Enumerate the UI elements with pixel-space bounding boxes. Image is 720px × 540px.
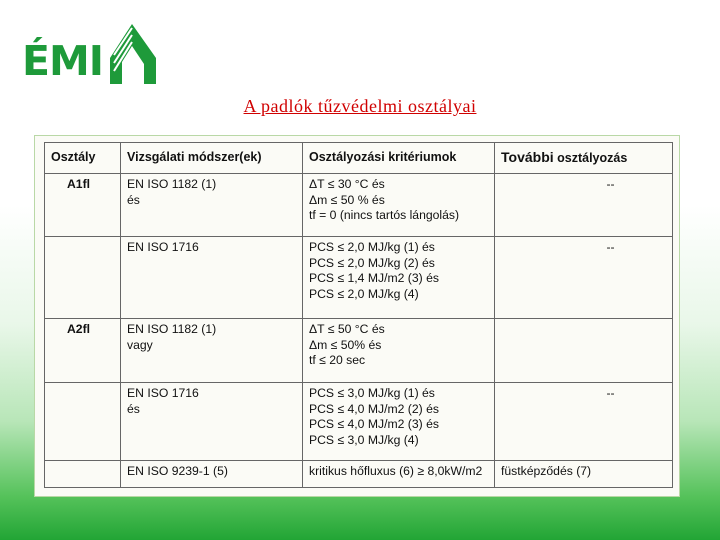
class-cell [45, 461, 121, 488]
method-line: EN ISO 1716 [127, 386, 199, 400]
criteria-line: PCS ≤ 4,0 MJ/m2 (2) és [309, 401, 439, 416]
table-header-row [45, 143, 673, 174]
header-method: Vizsgálati módszer(ek) [121, 143, 303, 174]
table-row [45, 174, 673, 237]
method-cell [121, 461, 303, 488]
criteria-line: PCS ≤ 3,0 MJ/kg (1) és [309, 386, 435, 400]
criteria-line: PCS ≤ 2,0 MJ/kg (1) és [309, 240, 435, 254]
emi-logo [22, 22, 157, 84]
method-cell [121, 174, 303, 237]
class-cell [45, 383, 121, 461]
house-roof-lines-icon [110, 22, 158, 84]
criteria-line: ΔT ≤ 50 °C és [309, 322, 385, 336]
class-cell: A1fl [45, 174, 121, 237]
criteria-cell [303, 319, 495, 383]
criteria-line: Δm ≤ 50% és [309, 337, 382, 352]
criteria-line: kritikus hőfluxus (6) ≥ 8,0kW/m2 [309, 464, 483, 478]
method-line: és [127, 401, 140, 416]
method-line: EN ISO 1182 (1) [127, 177, 217, 191]
criteria-line: PCS ≤ 3,0 MJ/kg (4) [309, 432, 419, 447]
slide-title: A padlók tűzvédelmi osztályai [243, 96, 477, 116]
criteria-line: PCS ≤ 2,0 MJ/kg (2) és [309, 255, 435, 270]
header-class: Osztály [45, 143, 121, 174]
table-row [45, 461, 673, 488]
method-line: vagy [127, 337, 153, 352]
class-cell: A2fl [45, 319, 121, 383]
method-cell [121, 319, 303, 383]
method-line: EN ISO 1716 [127, 240, 199, 254]
method-cell [121, 237, 303, 319]
header-further-bold: További [501, 148, 554, 165]
classification-table [44, 142, 673, 488]
logo-text: ÉMI [22, 37, 104, 85]
criteria-line: Δm ≤ 50 % és [309, 192, 385, 207]
table-panel [34, 135, 680, 497]
criteria-line: PCS ≤ 2,0 MJ/kg (4) [309, 286, 419, 301]
table-row [45, 383, 673, 461]
further-cell: -- [495, 174, 673, 237]
method-line: EN ISO 9239-1 (5) [127, 464, 228, 478]
table-row [45, 319, 673, 383]
criteria-line: tf ≤ 20 sec [309, 353, 366, 368]
criteria-line: tf = 0 (nincs tartós lángolás) [309, 208, 460, 223]
criteria-line: PCS ≤ 4,0 MJ/m2 (3) és [309, 417, 439, 432]
further-cell: -- [495, 383, 673, 461]
header-criteria: Osztályozási kritériumok [303, 143, 495, 174]
criteria-cell [303, 237, 495, 319]
criteria-cell [303, 174, 495, 237]
further-cell: -- [495, 237, 673, 319]
criteria-line: PCS ≤ 1,4 MJ/m2 (3) és [309, 271, 439, 286]
class-cell [45, 237, 121, 319]
criteria-line: ΔT ≤ 30 °C és [309, 177, 385, 191]
further-cell [495, 319, 673, 383]
method-line: és [127, 192, 140, 207]
header-further [495, 143, 673, 174]
criteria-cell [303, 461, 495, 488]
header-further-rest: osztályozás [553, 150, 628, 165]
method-line: EN ISO 1182 (1) [127, 322, 217, 336]
criteria-cell [303, 383, 495, 461]
further-cell: füstképződés (7) [495, 461, 673, 488]
table-row [45, 237, 673, 319]
method-cell [121, 383, 303, 461]
